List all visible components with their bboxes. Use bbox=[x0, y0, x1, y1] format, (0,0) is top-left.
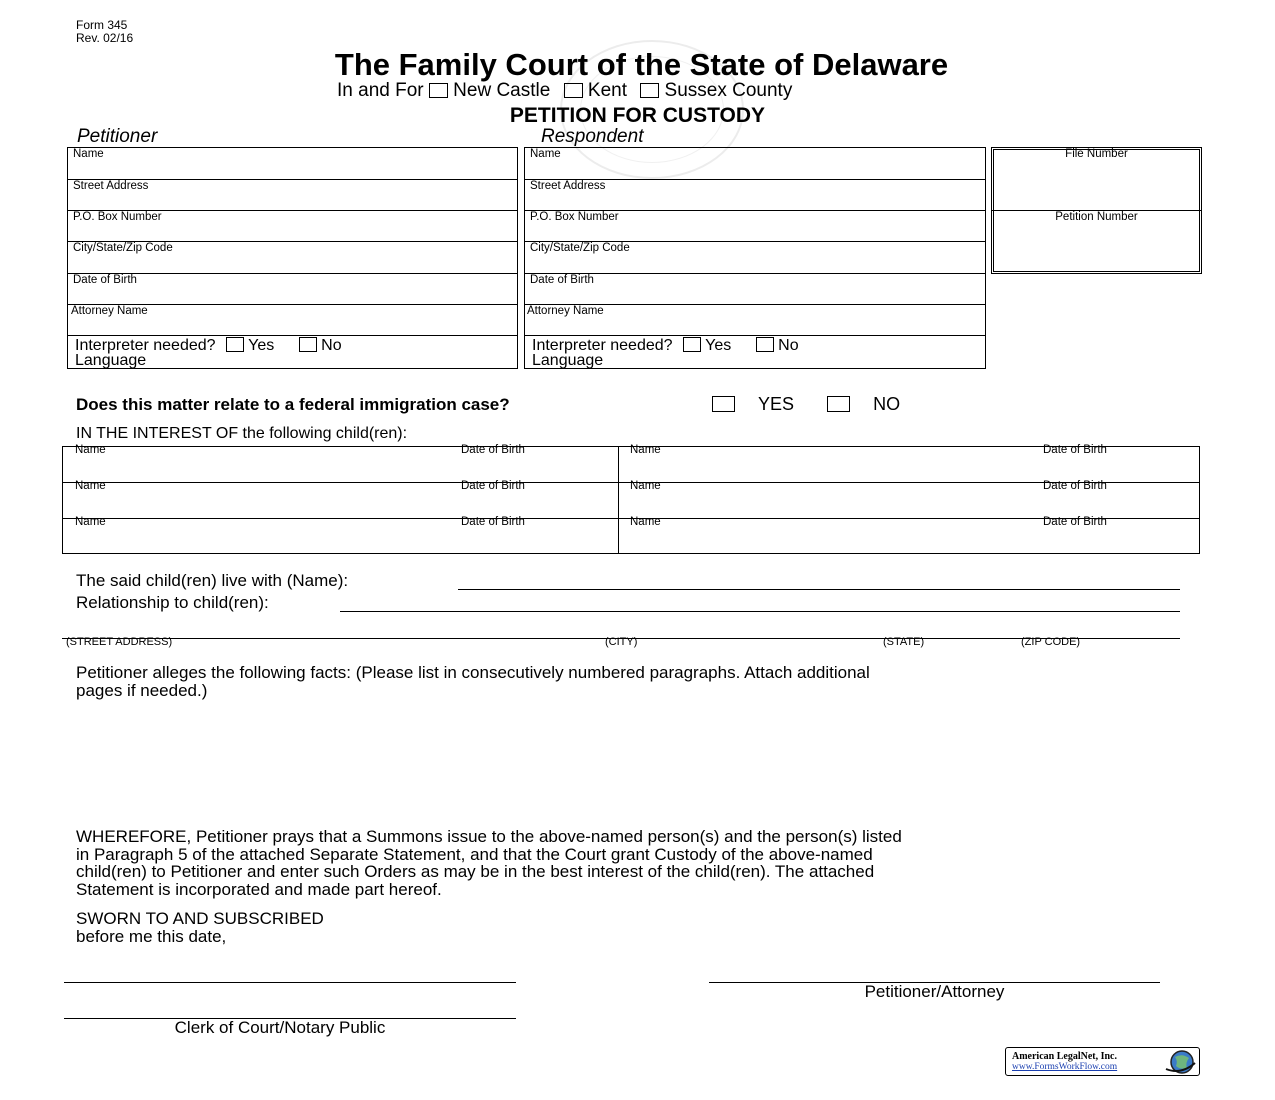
street-address-label: (STREET ADDRESS) bbox=[66, 636, 173, 648]
respondent-language-field[interactable]: Language bbox=[532, 352, 604, 369]
petitioner-pobox-field[interactable] bbox=[68, 210, 517, 242]
field-label: Name bbox=[73, 148, 104, 160]
petitioner-dob-field[interactable] bbox=[68, 273, 517, 305]
field-label: City/State/Zip Code bbox=[530, 242, 630, 254]
respondent-box bbox=[524, 147, 986, 369]
petitioner-box bbox=[67, 147, 518, 369]
kent-label: Kent bbox=[587, 80, 627, 101]
respondent-dob-field[interactable] bbox=[525, 273, 985, 305]
state-label: (STATE) bbox=[883, 636, 925, 648]
interpreter-label: Interpreter needed? bbox=[532, 337, 673, 354]
file-number-label: File Number bbox=[1065, 148, 1128, 160]
wherefore-paragraph bbox=[76, 828, 902, 898]
child-name-label: Name bbox=[75, 516, 106, 528]
table-divider bbox=[618, 447, 619, 553]
sussex-checkbox[interactable] bbox=[640, 83, 659, 98]
child-dob-label: Date of Birth bbox=[461, 516, 525, 528]
petition-title: PETITION FOR CUSTODY bbox=[509, 104, 766, 127]
file-number-field[interactable] bbox=[992, 148, 1201, 211]
children-table bbox=[62, 446, 1200, 554]
field-label: Street Address bbox=[73, 180, 149, 192]
respondent-name-field[interactable] bbox=[525, 148, 985, 180]
form-number-block bbox=[76, 19, 133, 45]
wherefore-line: child(ren) to Petitioner and enter such Orders as may be in the best interest of the child(ren). The attached bbox=[76, 862, 875, 881]
immigration-question: Does this matter relate to a federal immigration case? bbox=[76, 395, 510, 414]
child-dob-label: Date of Birth bbox=[1043, 516, 1107, 528]
child-name-label: Name bbox=[75, 444, 106, 456]
field-label: Name bbox=[530, 148, 561, 160]
petitioner-street-field[interactable] bbox=[68, 179, 517, 211]
relationship-label: Relationship to child(ren): bbox=[76, 593, 269, 612]
petition-number-field[interactable] bbox=[992, 211, 1201, 273]
field-label: City/State/Zip Code bbox=[73, 242, 173, 254]
sworn-line: before me this date, bbox=[76, 927, 227, 946]
child-name-label: Name bbox=[630, 480, 661, 492]
interpreter-label: Interpreter needed? bbox=[75, 337, 216, 354]
field-label: P.O. Box Number bbox=[73, 211, 162, 223]
respondent-interpreter-row bbox=[525, 335, 985, 370]
children-intro: IN THE INTEREST OF the following child(ren): bbox=[76, 425, 408, 442]
petitioner-heading: Petitioner bbox=[77, 126, 158, 147]
immigration-no-checkbox[interactable] bbox=[827, 396, 850, 412]
form-rev: Rev. 02/16 bbox=[76, 31, 134, 45]
petition-number-label: Petition Number bbox=[1055, 211, 1138, 223]
globe-icon bbox=[1163, 1049, 1197, 1075]
respondent-interpreter-yes-checkbox[interactable] bbox=[683, 337, 701, 352]
child-name-label: Name bbox=[630, 516, 661, 528]
respondent-interpreter-no-checkbox[interactable] bbox=[756, 337, 774, 352]
sworn-block bbox=[76, 910, 324, 946]
child-dob-label: Date of Birth bbox=[461, 480, 525, 492]
child-name-label: Name bbox=[630, 444, 661, 456]
petitioner-interpreter-row bbox=[68, 335, 517, 370]
respondent-heading: Respondent bbox=[541, 126, 644, 147]
yes-label: Yes bbox=[705, 337, 732, 354]
facts-line: pages if needed.) bbox=[76, 681, 208, 700]
notary-date-line[interactable] bbox=[64, 982, 516, 983]
petitioner-name-field[interactable] bbox=[68, 148, 517, 180]
logo-url[interactable]: www.FormsWorkFlow.com bbox=[1012, 1062, 1118, 1072]
field-label: Attorney Name bbox=[71, 305, 148, 317]
petitioner-city-field[interactable] bbox=[68, 241, 517, 274]
lives-with-input[interactable] bbox=[458, 589, 1180, 590]
county-selector bbox=[337, 80, 792, 102]
wherefore-line: in Paragraph 5 of the attached Separate Statement, and that the Court grant Custody of the above-named bbox=[76, 844, 873, 864]
petitioner-interpreter-yes-checkbox[interactable] bbox=[226, 337, 244, 352]
no-label: No bbox=[778, 337, 799, 354]
respondent-city-field[interactable] bbox=[525, 241, 985, 274]
immigration-options bbox=[712, 394, 900, 415]
field-label: Date of Birth bbox=[530, 274, 594, 286]
petitioner-language-field[interactable]: Language bbox=[75, 352, 147, 369]
new-castle-label: New Castle bbox=[453, 80, 551, 101]
respondent-attorney-field[interactable] bbox=[525, 304, 985, 336]
child-dob-label: Date of Birth bbox=[1043, 444, 1107, 456]
new-castle-checkbox[interactable] bbox=[429, 83, 448, 98]
form-number: Form 345 bbox=[76, 18, 128, 32]
case-numbers-box bbox=[991, 147, 1202, 274]
facts-input-area[interactable] bbox=[76, 705, 1176, 815]
relationship-input[interactable] bbox=[340, 611, 1180, 612]
respondent-pobox-field[interactable] bbox=[525, 210, 985, 242]
immigration-yes-label: YES bbox=[758, 394, 795, 414]
field-label: P.O. Box Number bbox=[530, 211, 619, 223]
city-label: (CITY) bbox=[605, 636, 638, 648]
sussex-label: Sussex County bbox=[664, 80, 793, 101]
legalnet-logo bbox=[1005, 1047, 1200, 1076]
lives-with-label: The said child(ren) live with (Name): bbox=[76, 571, 349, 590]
no-label: No bbox=[321, 337, 342, 354]
child-name-label: Name bbox=[75, 480, 106, 492]
kent-checkbox[interactable] bbox=[564, 83, 583, 98]
page-title: The Family Court of the State of Delaware bbox=[334, 47, 949, 82]
petitioner-attorney-field[interactable] bbox=[68, 304, 517, 336]
facts-line: Petitioner alleges the following facts: (Please list in consecutively numbered paragraphs. Attach additional bbox=[76, 663, 870, 682]
field-label: Date of Birth bbox=[73, 274, 137, 286]
wherefore-line: Statement is incorporated and made part hereof. bbox=[76, 879, 442, 899]
facts-instructions bbox=[76, 664, 870, 700]
respondent-street-field[interactable] bbox=[525, 179, 985, 211]
wherefore-line: WHEREFORE, Petitioner prays that a Summons issue to the above-named person(s) and the person(s) listed bbox=[76, 827, 902, 846]
child-dob-label: Date of Birth bbox=[1043, 480, 1107, 492]
petitioner-signature-label: Petitioner/Attorney bbox=[864, 982, 1005, 1001]
field-label: Street Address bbox=[530, 180, 606, 192]
petitioner-interpreter-no-checkbox[interactable] bbox=[299, 337, 317, 352]
logo-company: American LegalNet, Inc. bbox=[1012, 1051, 1117, 1062]
field-label: Attorney Name bbox=[527, 305, 604, 317]
immigration-no-label: NO bbox=[873, 394, 901, 414]
immigration-yes-checkbox[interactable] bbox=[712, 396, 735, 412]
clerk-signature-label: Clerk of Court/Notary Public bbox=[174, 1018, 386, 1037]
zip-code-label: (ZIP CODE) bbox=[1021, 636, 1081, 648]
child-dob-label: Date of Birth bbox=[461, 444, 525, 456]
in-and-for-label: In and For bbox=[337, 80, 424, 101]
sworn-line: SWORN TO AND SUBSCRIBED bbox=[76, 909, 324, 928]
yes-label: Yes bbox=[248, 337, 275, 354]
